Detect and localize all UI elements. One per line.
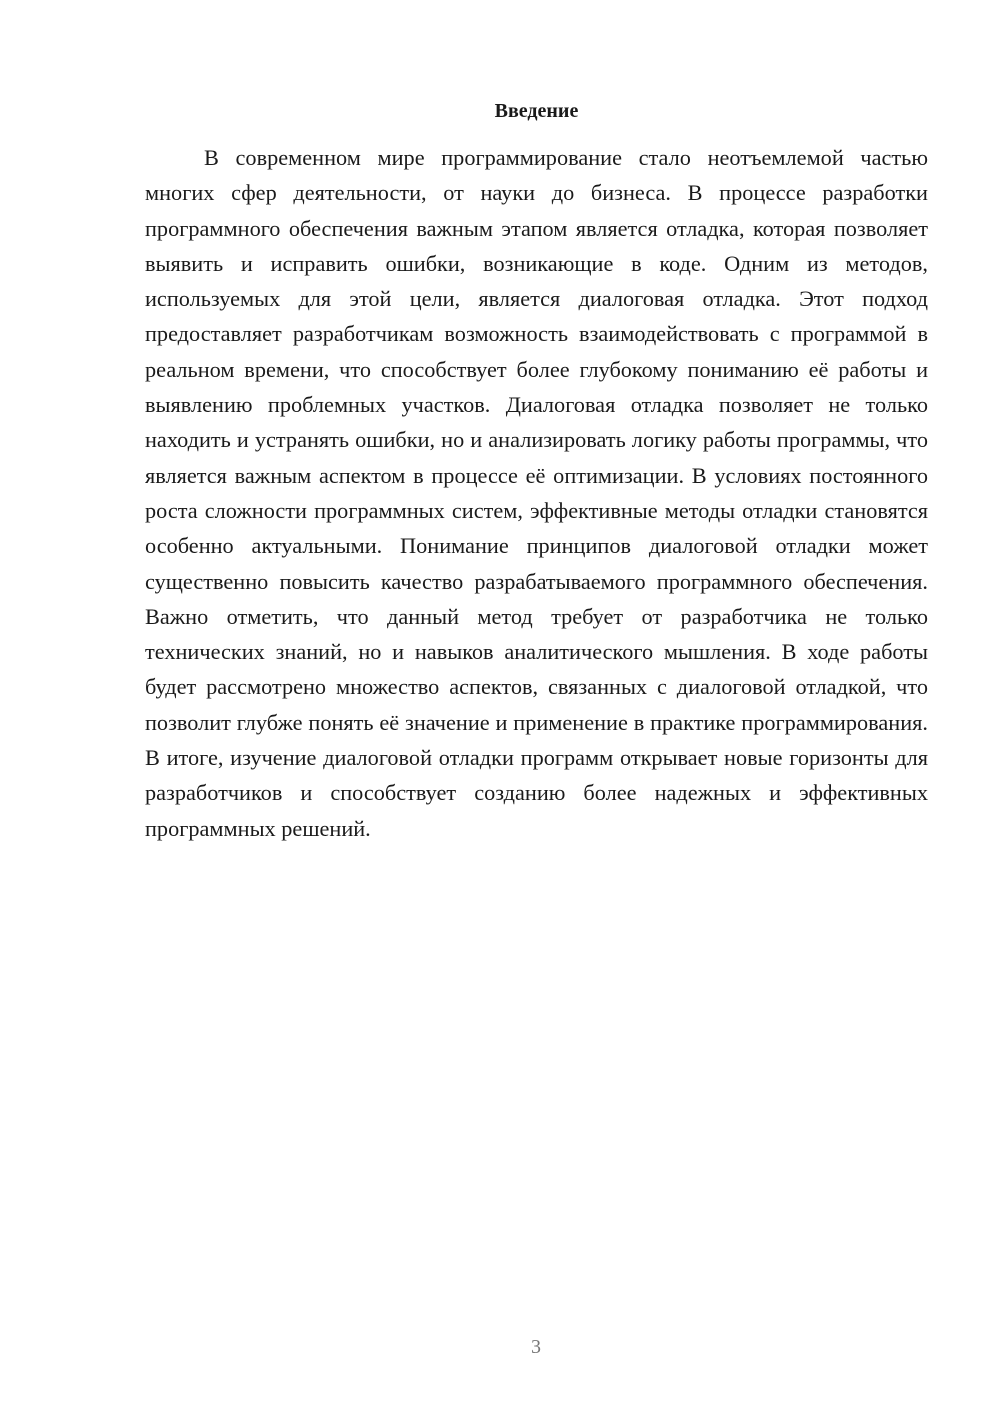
body-paragraph: В современном мире программирование стало неотъемлемой частью многих сфер деятельности, от науки до бизнеса. В процессе разработки программного обеспечения важным этапом является отладка, которая позволяет выявить и исправить ошибки, возникающие в коде. Одним из методов, используемых для этой цели, является диалоговая отладка. Этот подход предоставляет разработчикам возможность взаимодействовать с программой в реальном времени, что способствует более глубокому пониманию её работы и выявлению проблемных участков. Диалоговая отладка позволяет не только находить и устранять ошибки, но и анализировать логику работы программы, что является важным аспектом в процессе её оптимизации. В условиях постоянного роста сложности программных систем, эффективные методы отладки становятся особенно актуальными. Понимание принципов диалоговой отладки может существенно повысить качество разрабатываемого программного обеспечения. Важно отметить, что данный метод требует от разработчика не только технических знаний, но и навыков аналитического мышления. В ходе работы будет рассмотрено множество аспектов, связанных с диалоговой отладкой, что позволит глубже понять её значение и применение в практике программирования. В итоге, изучение диалоговой отладки программ открывает новые горизонты для разработчиков и способствует созданию более надежных и эффективных программных решений. (145, 145, 928, 841)
page-title: Введение (494, 100, 579, 122)
page-number: 3 (531, 1336, 541, 1358)
